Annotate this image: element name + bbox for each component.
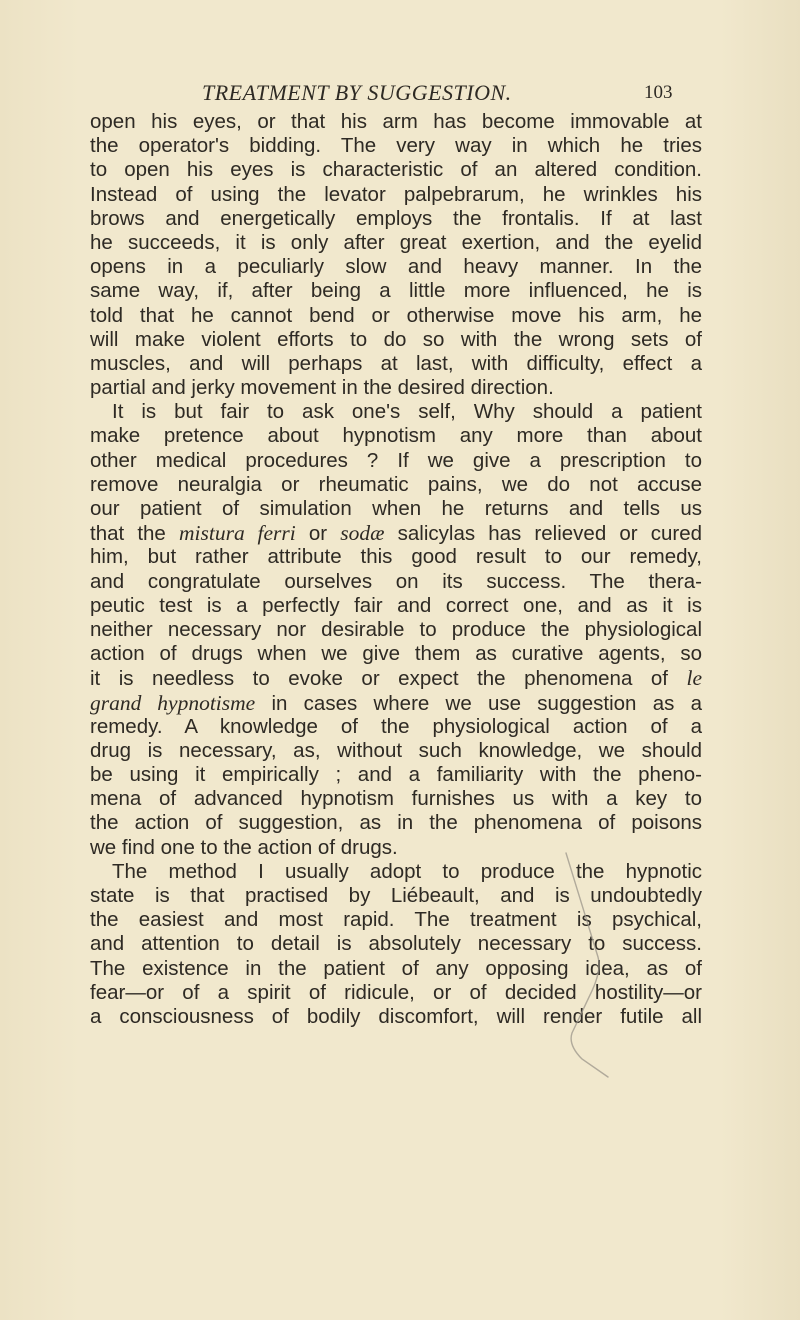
text-line: it is needless to evoke or expect the phenomena of le (90, 666, 702, 691)
text-line: The method I usually adopt to produce the hypnotic (112, 859, 702, 883)
italic-phrase: grand hypnotisme (90, 690, 256, 715)
text-line: neither necessary nor desirable to produce the physiological (90, 617, 702, 641)
text-line: brows and energetically employs the frontalis. If at last (90, 206, 702, 230)
text-line: It is but fair to ask one's self, Why should a patient (112, 400, 702, 424)
text-line: drug is necessary, as, without such knowledge, we should (90, 738, 702, 762)
italic-phrase: le (686, 666, 702, 691)
italic-phrase: mistura ferri (178, 521, 296, 546)
italic-phrase: sodæ (340, 521, 385, 546)
text-line: him, but rather attribute this good result to our remedy, (90, 545, 702, 569)
text-line: he succeeds, it is only after great exertion, and the eyelid (90, 230, 702, 254)
text-line: peutic test is a perfectly fair and correct one, and as it is (90, 593, 702, 617)
text-line: mena of advanced hypnotism furnishes us with a key to (90, 787, 702, 811)
text-line: to open his eyes is characteristic of an altered condition. (90, 158, 702, 182)
text-line: state is that practised by Liébeault, and is undoubtedly (90, 884, 702, 907)
text-line: told that he cannot bend or otherwise move his arm, he (90, 303, 702, 327)
text-line: open his eyes, or that his arm has become immovable at (90, 110, 702, 133)
text-line: make pretence about hypnotism any more than about (90, 424, 702, 448)
text-line: will make violent efforts to do so with the wrong sets of (90, 327, 702, 351)
text-line: fear—or of a spirit of ridicule, or of decided hostility—or (90, 980, 702, 1004)
page-number: 103 (644, 82, 673, 103)
text-line: that the mistura ferri or sodæ salicylas has relieved or cured (90, 521, 703, 546)
text-line: remedy. A knowledge of the physiological action of a (90, 714, 702, 738)
text-line: the action of suggestion, as in the phenomena of poisons (90, 811, 702, 835)
text-line: our patient of simulation when he returns and tells us (90, 497, 702, 520)
text-line: The existence in the patient of any opposing idea, as of (90, 956, 702, 980)
text-line: grand hypnotisme in cases where we use suggestion as a (90, 690, 702, 715)
text-line: action of drugs when we give them as curative agents, so (90, 642, 702, 666)
text-line: and congratulate ourselves on its success. The thera- (90, 569, 702, 593)
text-line: we find one to the action of drugs. (90, 835, 398, 859)
text-line: the easiest and most rapid. The treatment is psychical, (90, 908, 702, 932)
text-line: opens in a peculiarly slow and heavy manner. In the (90, 255, 702, 279)
text-line: remove neuralgia or rheumatic pains, we do not accuse (90, 472, 702, 496)
text-line: muscles, and will perhaps at last, with difficulty, effect a (90, 351, 702, 375)
text-line: the operator's bidding. The very way in which he tries (90, 134, 702, 158)
text-line: other medical procedures ? If we give a prescription to (90, 448, 702, 472)
text-line: partial and jerky movement in the desired direction. (90, 376, 554, 400)
body-text (90, 110, 702, 1029)
text-line: same way, if, after being a little more influenced, he is (90, 279, 702, 303)
text-line: a consciousness of bodily discomfort, will render futile all (90, 1004, 702, 1028)
text-line: Instead of using the levator palpebrarum, he wrinkles his (90, 182, 702, 206)
text-line: be using it empirically ; and a familiarity with the pheno- (90, 763, 702, 787)
running-head: TREATMENT BY SUGGESTION. (202, 80, 512, 105)
text-line: and attention to detail is absolutely necessary to success. (90, 932, 702, 956)
page-header (0, 80, 800, 114)
